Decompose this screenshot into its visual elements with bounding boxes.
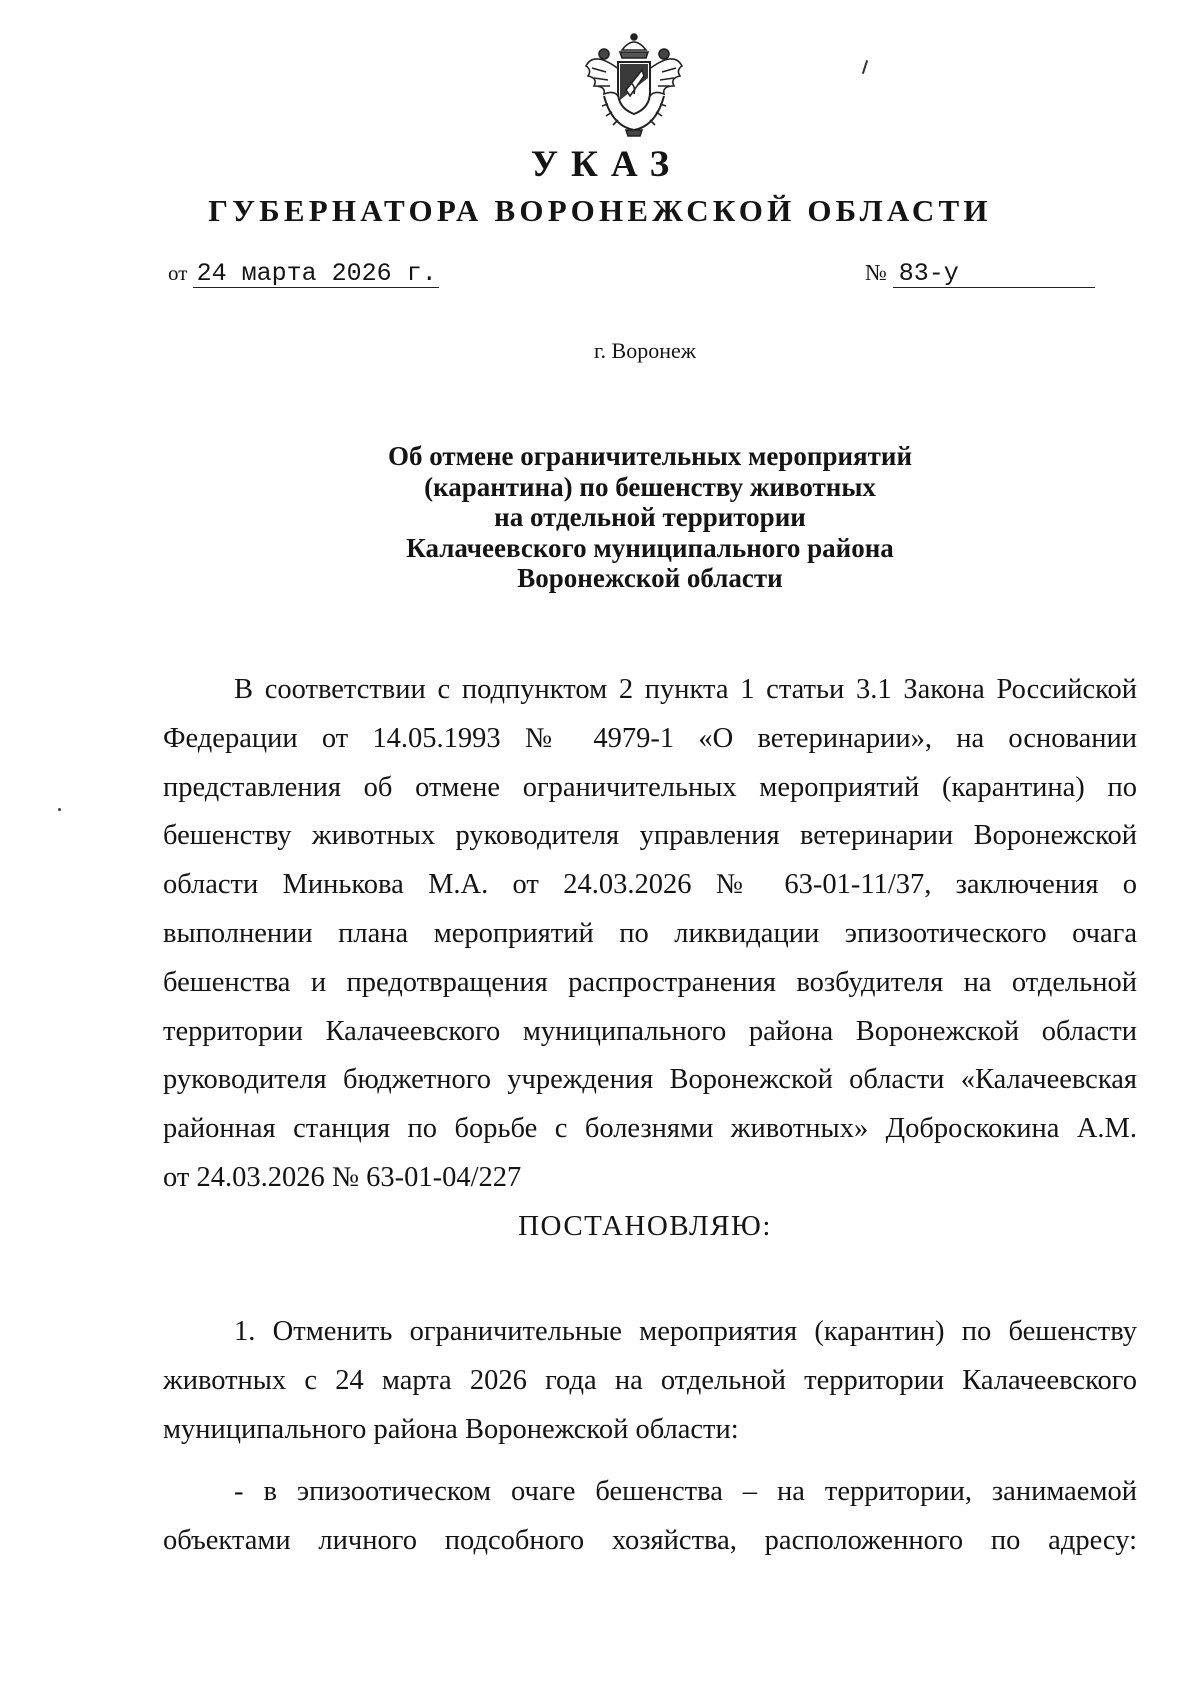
stray-dot-mark — [58, 808, 61, 811]
document-title: УКАЗ — [530, 144, 683, 185]
preamble-line: бешенству животных руководителя управления ветеринарии Воронежской — [163, 820, 1137, 852]
date-line — [168, 258, 439, 288]
coat-of-arms-icon — [582, 30, 686, 138]
subpoint-line: - в эпизоотическом очаге бешенства – на территории, занимаемой — [234, 1476, 1137, 1507]
number-prefix: № — [865, 260, 887, 285]
subpoint-line: объектами личного подсобного хозяйства, расположенного по адресу: — [163, 1524, 1137, 1556]
stray-pen-mark — [862, 60, 868, 74]
decree-word: ПОСТАНОВЛЯЮ: — [518, 1210, 772, 1242]
preamble-line: районная станция по борьбе с болезнями животных» Доброскокина А.М. — [163, 1113, 1137, 1145]
preamble-line: В соответствии с подпунктом 2 пункта 1 статьи 3.1 Закона Российской — [234, 674, 1137, 705]
date-value: 24 марта 2026 г. — [193, 261, 439, 288]
preamble-line: выполнении плана мероприятий по ликвидации эпизоотического очага — [163, 917, 1137, 949]
point-line: 1. Отменить ограничительные мероприятия (карантин) по бешенству — [234, 1316, 1137, 1347]
heading-line: Об отмене ограничительных мероприятий — [387, 441, 913, 471]
heading-line: Воронежской области — [517, 563, 783, 593]
number-value: 83-у — [893, 261, 1095, 288]
city-label: г. Воронеж — [594, 338, 696, 363]
point-1-paragraph — [163, 1308, 1137, 1454]
heading-line: Калачеевского муниципального района — [406, 532, 894, 563]
date-prefix: от — [168, 261, 188, 285]
preamble-line: представления об отмене ограничительных мероприятий (карантина) по — [163, 771, 1137, 803]
heading-line: на отдельной территории — [494, 502, 806, 532]
preamble-line: Федерации от 14.05.1993 № 4979-1 «О ветеринарии», на основании — [163, 722, 1137, 754]
preamble-line: области Минькова М.А. от 24.03.2026 № 63-01-11/37, заключения о — [163, 869, 1137, 901]
preamble-line: руководителя бюджетного учреждения Воронежской области «Калачеевская — [163, 1064, 1137, 1096]
document-heading — [200, 441, 1100, 594]
preamble-line: территории Калачеевского муниципального района Воронежской области — [163, 1015, 1137, 1047]
point-line: животных с 24 марта 2026 года на отдельной территории Калачеевского — [163, 1364, 1137, 1396]
number-line — [865, 258, 1095, 288]
subpoint-paragraph — [163, 1468, 1137, 1566]
preamble-paragraph — [163, 666, 1137, 1203]
document-subtitle: ГУБЕРНАТОРА ВОРОНЕЖСКОЙ ОБЛАСТИ — [208, 193, 992, 228]
preamble-line: бешенства и предотвращения распространения возбудителя на отдельной — [163, 966, 1137, 998]
point-line: муниципального района Воронежской области: — [163, 1413, 739, 1445]
preamble-line: от 24.03.2026 № 63-01-04/227 — [163, 1161, 522, 1193]
heading-line: (карантина) по бешенству животных — [424, 471, 876, 502]
